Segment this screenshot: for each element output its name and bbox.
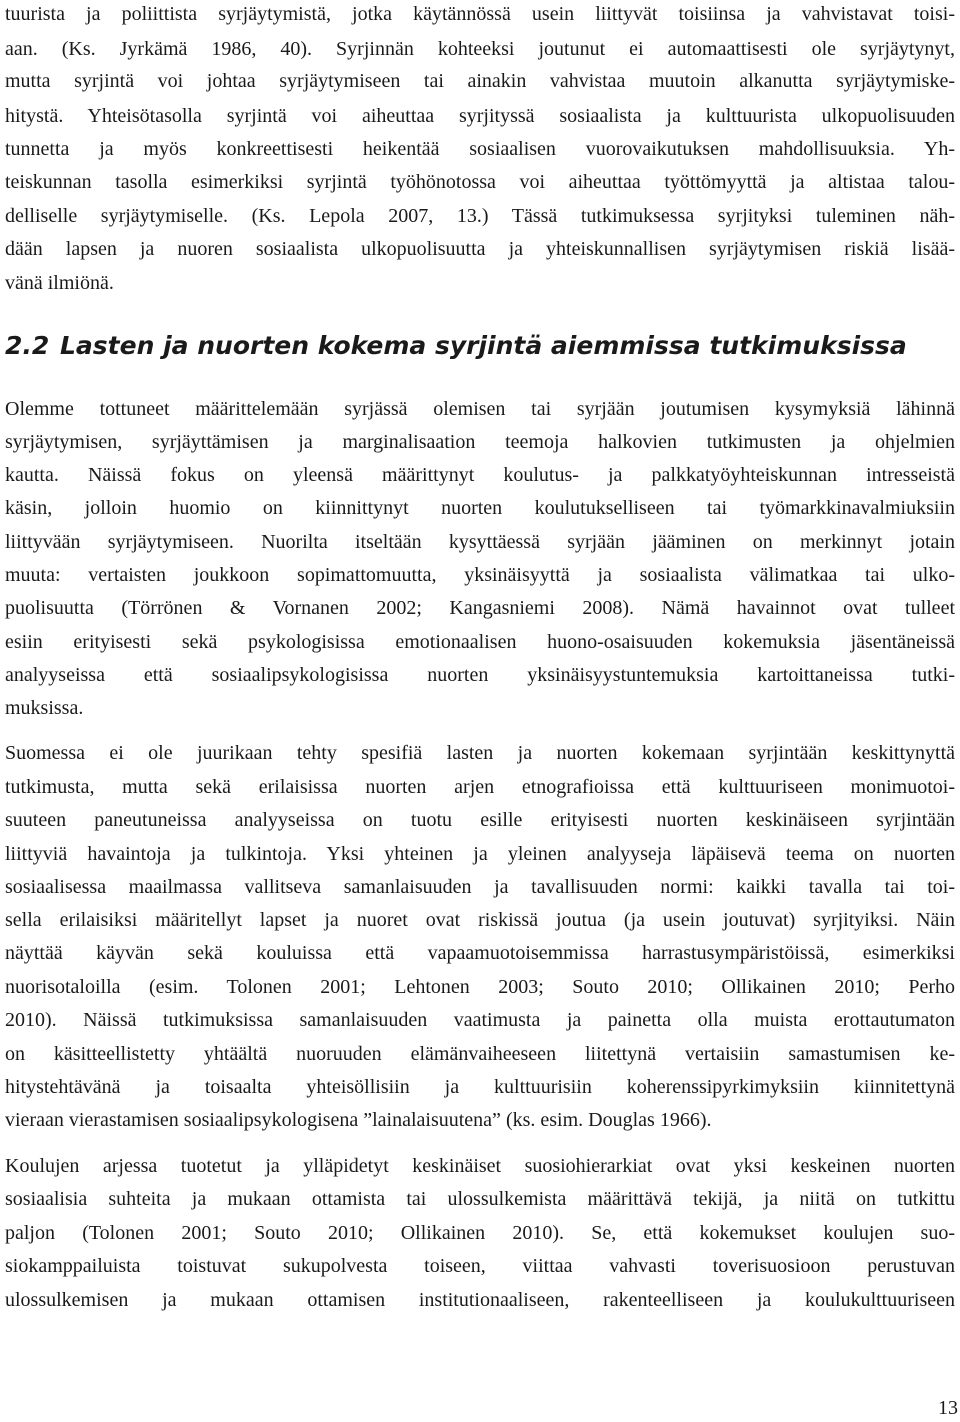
- text-line: hitystehtävänä ja toisaalta yhteisöllisiin ja kulttuurisiin koherenssipyrkimyksiin kiinnitettynä: [5, 1076, 955, 1098]
- text-line: delliselle syrjäytymiselle. (Ks. Lepola 2007, 13.) Tässä tutkimuksessa syrjityksi tuleminen näh-: [5, 205, 955, 227]
- text-line: käsin, jolloin huomio on kiinnittynyt nuorten koulutukselliseen tai työmarkkinavalmiuksiin: [5, 497, 955, 519]
- text-line: vieraan vierastamisen sosiaalipsykologisena ”lainalaisuutena” (ks. esim. Douglas 1966).: [5, 1109, 712, 1131]
- text-line: liittyvään syrjäytymiseen. Nuorilta itseltään kysyttäessä syrjään jääminen on merkinnyt jotain: [5, 531, 955, 553]
- text-line: tuurista ja poliittista syrjäytymistä, jotka käytännössä usein liittyvät toisiinsa ja vahvistavat toisi-: [5, 3, 955, 25]
- text-line: syrjäytymisen, syrjäyttämisen ja marginalisaation teemoja halkovien tutkimusten ja ohjelmien: [5, 431, 955, 453]
- text-line: Olemme tottuneet määrittelemään syrjässä olemisen tai syrjään joutumisen kysymyksiä lähinnä: [5, 398, 955, 420]
- text-line: sosiaalisessa maailmassa vallitseva samanlaisuuden ja tavallisuuden normi: kaikki tavalla tai toi-: [5, 876, 955, 898]
- text-line: Koulujen arjessa tuotetut ja ylläpidetyt keskinäiset suosiohierarkiat ovat yksi keskeinen nuorten: [5, 1155, 955, 1177]
- text-line: tunnetta ja myös konkreettisesti heikentää sosiaalisen vuorovaikutuksen mahdollisuuksia. Yh-: [5, 138, 955, 160]
- text-line: 2010). Näissä tutkimuksissa samanlaisuuden vaatimusta ja painetta olla muista erottautumaton: [5, 1009, 955, 1031]
- section-title: Lasten ja nuorten kokema syrjintä aiemmissa tutkimuksissa: [60, 331, 907, 360]
- text-line: esiin erityisesti sekä psykologisissa emotionaalisen huono-osaisuuden kokemuksia jäsentäneissä: [5, 631, 955, 653]
- text-line: analyyseissa että sosiaalipsykologisissa nuorten yksinäisyystuntemuksia kartoittaneissa tutki-: [5, 664, 955, 686]
- text-line: sella erilaisiksi määritellyt lapset ja nuoret ovat riskissä joutua (ja usein joutuvat) syrjityiksi. Näin: [5, 909, 955, 931]
- text-line: aan. (Ks. Jyrkämä 1986, 40). Syrjinnän kohteeksi joutunut ei automaattisesti ole syrjäytynyt,: [5, 38, 955, 60]
- text-line: hitystä. Yhteisötasolla syrjintä voi aiheuttaa syrjityssä sosiaalista ja kulttuurista ulkopuolisuuden: [5, 105, 955, 127]
- section-heading: [5, 328, 907, 364]
- text-line: vänä ilmiönä.: [5, 272, 114, 294]
- text-line: paljon (Tolonen 2001; Souto 2010; Ollikainen 2010). Se, että kokemukset koulujen suo-: [5, 1222, 955, 1244]
- text-line: siokamppailuista toistuvat sukupolvesta toiseen, viittaa vahvasti toverisuosioon perustuvan: [5, 1255, 955, 1277]
- text-line: liittyviä havaintoja ja tulkintoja. Yksi yhteinen ja yleinen analyyseja läpäisevä teema on nuorten: [5, 843, 955, 865]
- text-line: ulossulkemisen ja mukaan ottamisen institutionaaliseen, rakenteelliseen ja koulukulttuuriseen: [5, 1289, 955, 1311]
- text-line: on käsitteellistetty yhtäältä nuoruuden elämänvaiheeseen liitettynä vertaisiin samastumisen ke-: [5, 1043, 955, 1065]
- text-line: nuorisotaloilla (esim. Tolonen 2001; Lehtonen 2003; Souto 2010; Ollikainen 2010; Perho: [5, 976, 955, 998]
- text-line: suuteen paneutuneissa analyyseissa on tuotu esille erityisesti nuorten keskinäiseen syrjintään: [5, 809, 955, 831]
- text-line: näyttää käyvän sekä kouluissa että vapaamuotoisemmissa harrastusympäristöissä, esimerkiksi: [5, 942, 955, 964]
- text-line: muksissa.: [5, 697, 84, 719]
- text-line: teiskunnan tasolla esimerkiksi syrjintä työhönotossa voi aiheuttaa työttömyyttä ja altistaa talou-: [5, 171, 955, 193]
- section-number: 2.2: [5, 331, 50, 360]
- text-line: muuta: vertaisten joukkoon sopimattomuutta, yksinäisyyttä ja sosiaalista välimatkaa tai ulko-: [5, 564, 955, 586]
- text-line: dään lapsen ja nuoren sosiaalista ulkopuolisuutta ja yhteiskunnallisen syrjäytymisen riskiä lisää-: [5, 238, 955, 260]
- text-line: Suomessa ei ole juurikaan tehty spesifiä lasten ja nuorten kokemaan syrjintään keskittynyttä: [5, 742, 955, 764]
- text-line: puolisuutta (Törrönen & Vornanen 2002; Kangasniemi 2008). Nämä havainnot ovat tulleet: [5, 597, 955, 619]
- text-line: tutkimusta, mutta sekä erilaisissa nuorten arjen etnografioissa että kulttuuriseen monimuotoi-: [5, 776, 955, 798]
- text-line: kautta. Näissä fokus on yleensä määrittynyt koulutus- ja palkkatyöyhteiskunnan intresseistä: [5, 464, 955, 486]
- text-line: mutta syrjintä voi johtaa syrjäytymiseen tai ainakin vahvistaa muutoin alkanutta syrjäytymiske-: [5, 70, 955, 92]
- page-number: 13: [938, 1397, 958, 1419]
- text-line: sosiaalisia suhteita ja mukaan ottamista tai ulossulkemista määrittävä tekijä, ja niitä on tutkittu: [5, 1188, 955, 1210]
